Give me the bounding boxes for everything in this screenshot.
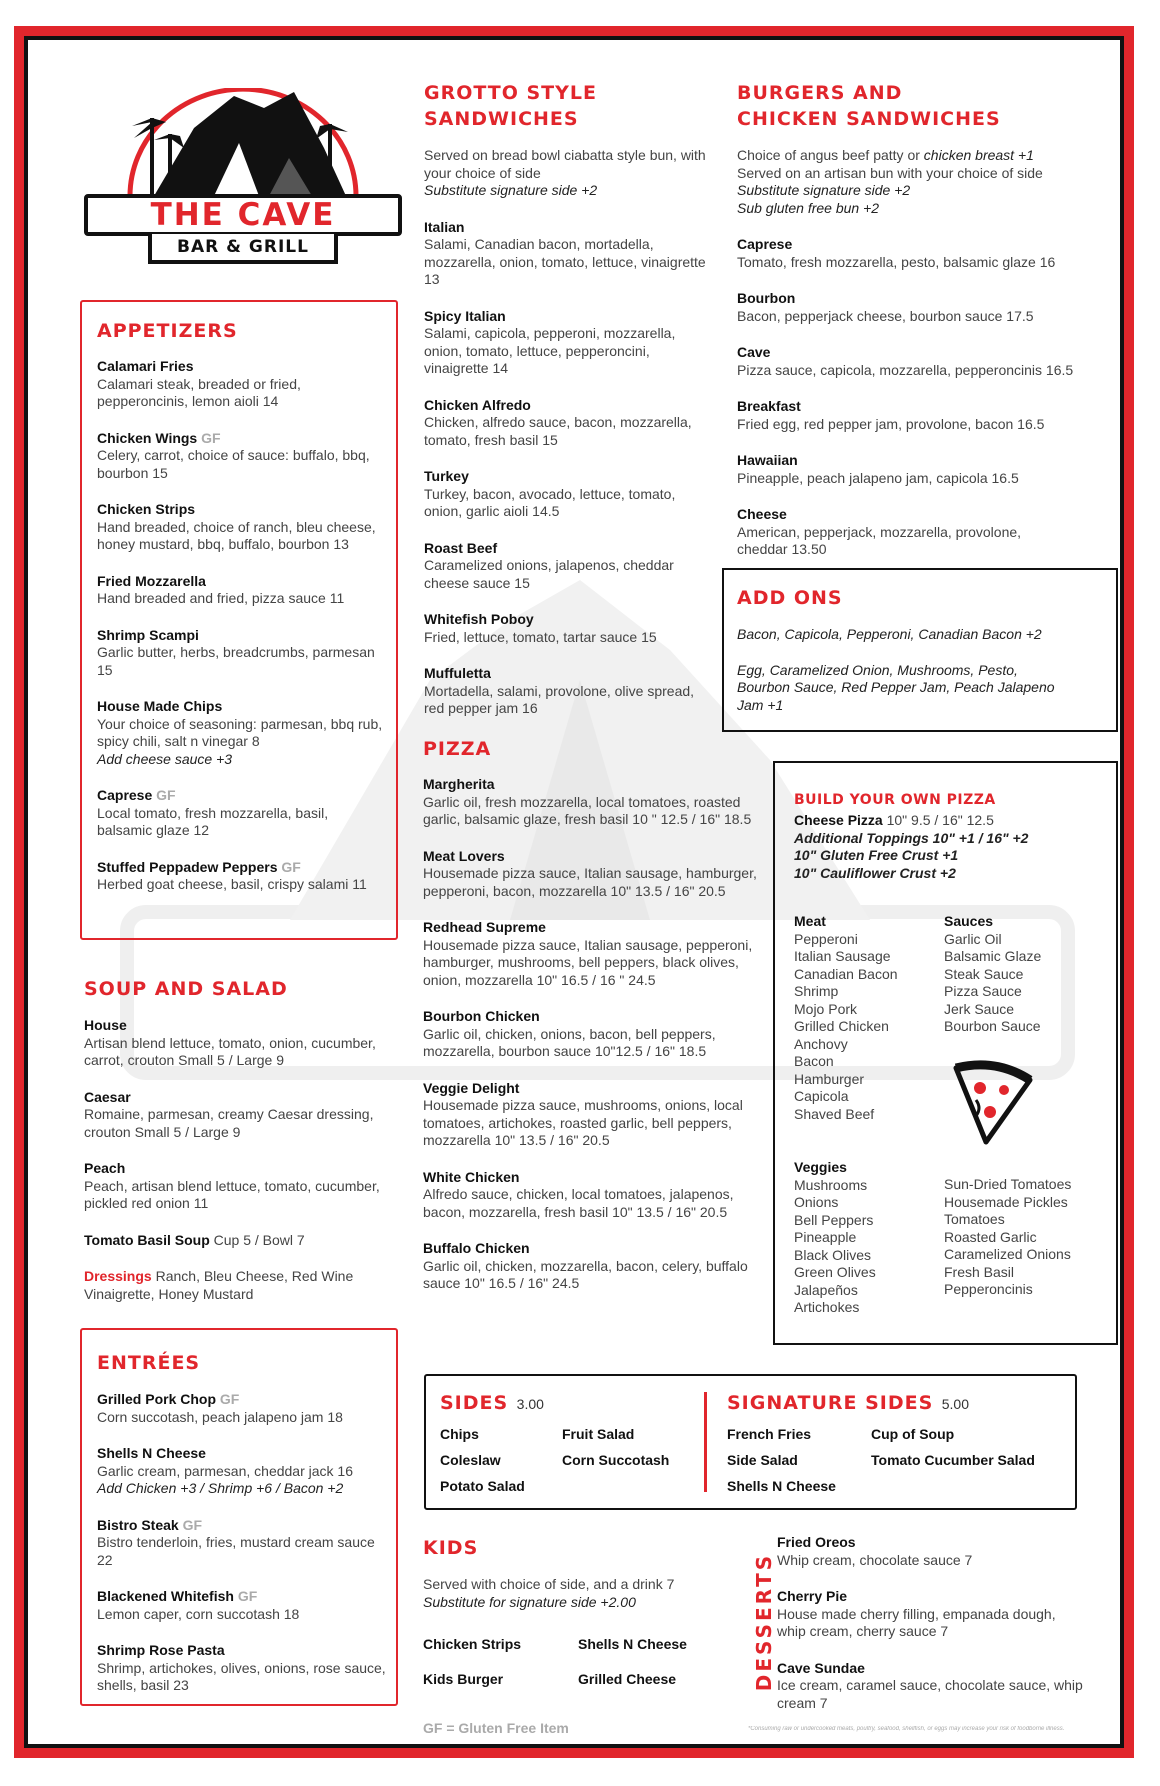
topping: Mojo Pork xyxy=(794,1000,858,1017)
sides-header xyxy=(440,1390,544,1416)
item-name: Grilled Pork Chop xyxy=(97,1391,217,1407)
veggie: Bell Peppers xyxy=(794,1211,874,1228)
item-desc: Whip cream, chocolate sauce 7 xyxy=(777,1551,973,1568)
item-desc: Herbed goat cheese, basil, crispy salami 11 xyxy=(97,876,367,892)
item-name: Fried Oreos xyxy=(777,1534,856,1550)
dressings-label: Dressings xyxy=(84,1268,152,1284)
item-desc: Garlic oil, chicken, mozzarella, bacon, celery, buffalo sauce 10" 16.5 / 16" 24.5 xyxy=(423,1257,748,1291)
item-name: Caprese xyxy=(737,236,793,252)
menu-item xyxy=(97,430,387,483)
item-desc: Shrimp, artichokes, olives, onions, rose sauce, shells, basil 23 xyxy=(97,1659,386,1693)
pizza-heading: PIZZA xyxy=(423,738,492,760)
desserts-heading: DESSERTS xyxy=(752,1552,776,1692)
logo-title: THE CAVE xyxy=(150,197,336,233)
item-name: Buffalo Chicken xyxy=(423,1240,530,1256)
item-desc: Chicken, alfredo sauce, bacon, mozzarella, tomato, fresh basil 15 xyxy=(424,414,692,448)
topping: Capicola xyxy=(794,1088,849,1104)
entrees-heading: ENTRÉES xyxy=(97,1352,201,1374)
item-desc: Local tomato, fresh mozzarella, basil, balsamic glaze 12 xyxy=(97,804,329,838)
veggie: Fresh Basil xyxy=(944,1263,1015,1280)
dressings xyxy=(84,1268,394,1303)
item-name: Meat Lovers xyxy=(423,847,505,864)
desserts-list xyxy=(777,1534,1087,1731)
item-desc: American, pepperjack, mozzarella, provolone, cheddar 13.50 xyxy=(737,523,1022,557)
menu-item xyxy=(424,219,714,289)
item-desc: Your choice of seasoning: parmesan, bbq rub, spicy chili, salt n vinegar 8 xyxy=(97,715,383,749)
kids-col-2 xyxy=(578,1627,728,1697)
menu-item xyxy=(423,1240,758,1293)
item-desc: Garlic oil, fresh mozzarella, local tomatoes, roasted garlic, balsamic glaze, fresh basil 10 " 12.5 / 16" 18.5 xyxy=(423,793,752,827)
veggie: Caramelized Onions xyxy=(944,1246,1071,1262)
menu-item xyxy=(424,308,714,378)
item-desc: Peach, artisan blend lettuce, tomato, cucumber, pickled red onion 11 xyxy=(84,1177,380,1211)
item-name: Cave Sundae xyxy=(777,1659,865,1676)
addons-heading: ADD ONS xyxy=(737,587,843,609)
sides-col-2 xyxy=(562,1421,702,1473)
item-name: Roast Beef xyxy=(424,539,498,556)
topping: Shaved Beef xyxy=(794,1105,875,1122)
menu-item xyxy=(97,358,387,411)
item-desc: Calamari steak, breaded or fried, pepperoncinis, lemon aioli 14 xyxy=(97,375,301,409)
veggie: Roasted Garlic xyxy=(944,1228,1037,1245)
item-desc: Artisan blend lettuce, tomato, onion, cucumber, carrot, crouton Small 5 / Large 9 xyxy=(84,1034,376,1068)
intro-text: Choice of angus beef patty or xyxy=(737,147,924,163)
topping: Anchovy xyxy=(794,1035,848,1052)
item-desc: Mortadella, salami, provolone, olive spread, red pepper jam 16 xyxy=(424,682,695,716)
item-desc: Bistro tenderloin, fries, mustard cream sauce 22 xyxy=(97,1534,375,1568)
pizza-list xyxy=(423,776,758,1312)
addons-line-1: Bacon, Capicola, Pepperoni, Canadian Bacon +2 xyxy=(737,626,1042,642)
grotto-list xyxy=(424,147,714,737)
gf-badge: GF xyxy=(219,1391,240,1407)
item-name: Calamari Fries xyxy=(97,358,194,374)
item-name: Turkey xyxy=(424,468,469,484)
item-name: Bistro Steak xyxy=(97,1516,179,1533)
burgers-heading-line1: BURGERS AND xyxy=(737,82,903,104)
menu-item xyxy=(737,290,1097,325)
side-item: Fruit Salad xyxy=(562,1426,635,1442)
cheese-pizza-name: Cheese Pizza xyxy=(794,812,883,828)
item-desc: House made cherry filling, empanada dough, whip cream, cherry sauce 7 xyxy=(777,1605,1056,1639)
veggie: Mushrooms xyxy=(794,1176,868,1193)
side-item: Chips xyxy=(440,1426,479,1442)
topping: Hamburger xyxy=(794,1070,865,1087)
soup-heading: SOUP AND SALAD xyxy=(84,978,288,1000)
side-item: Coleslaw xyxy=(440,1452,501,1468)
menu-item xyxy=(97,1445,389,1498)
sides-price: 3.00 xyxy=(516,1396,544,1412)
veggies-list-b xyxy=(944,1176,1109,1299)
meat-label: Meat xyxy=(794,913,826,929)
item-name: White Chicken xyxy=(423,1168,520,1185)
item-name: Shells N Cheese xyxy=(97,1445,206,1461)
item-name: Cave xyxy=(737,344,771,360)
dressings-desc: Ranch, Bleu Cheese, Red Wine Vinaigrette, Honey Mustard xyxy=(84,1268,354,1302)
item-name: House Made Chips xyxy=(97,698,223,714)
item-name: Margherita xyxy=(423,776,495,792)
menu-item xyxy=(84,1160,394,1213)
sauce: Steak Sauce xyxy=(944,965,1024,982)
menu-item xyxy=(97,1588,389,1623)
item-name: Caprese xyxy=(97,787,153,803)
intro-text: Served on bread bowl ciabatta style bun, with your choice of side xyxy=(424,147,706,181)
menu-item xyxy=(424,397,714,450)
menu-item xyxy=(737,506,1097,559)
logo-subtitle-box xyxy=(148,234,338,264)
item-desc: Pizza sauce, capicola, mozzarella, pepperoncinis 16.5 xyxy=(737,361,1074,378)
meat-list xyxy=(794,913,944,1123)
veggie: Onions xyxy=(794,1194,839,1210)
item-name: Caesar xyxy=(84,1088,131,1105)
menu-item xyxy=(97,1517,389,1570)
menu-item xyxy=(97,787,387,840)
menu-item xyxy=(777,1588,1087,1641)
item-name: Chicken Wings xyxy=(97,429,198,446)
menu-item xyxy=(777,1660,1087,1713)
cheese-pizza-price: 10" 9.5 / 16" 12.5 xyxy=(882,812,994,828)
side-item: Cup of Soup xyxy=(871,1426,955,1442)
item-name: Muffuletta xyxy=(424,665,491,681)
side-item: Tomato Cucumber Salad xyxy=(871,1452,1035,1468)
burgers-list xyxy=(737,147,1097,578)
intro-note-2: Sub gluten free bun +2 xyxy=(737,199,880,216)
menu-item xyxy=(423,1169,758,1222)
topping: Pepperoni xyxy=(794,930,858,947)
veggies-label: Veggies xyxy=(794,1159,847,1175)
item-name: Blackened Whitefish xyxy=(97,1588,234,1604)
item-name: Stuffed Peppadew Peppers xyxy=(97,858,278,875)
burgers-heading xyxy=(737,80,1001,132)
signature-sides-col-2 xyxy=(871,1421,1071,1473)
kids-intro-note: Substitute for signature side +2.00 xyxy=(423,1593,636,1610)
item-desc: Hand breaded and fried, pizza sauce 11 xyxy=(97,590,345,606)
signature-sides-heading: SIGNATURE SIDES xyxy=(727,1392,934,1414)
veggie: Jalapeños xyxy=(794,1281,858,1298)
gf-footnote: GF = Gluten Free Item xyxy=(423,1720,569,1736)
gf-badge: GF xyxy=(182,1516,203,1533)
item-note: Add cheese sauce +3 xyxy=(97,750,233,767)
addons-line-2: Egg, Caramelized Onion, Mushrooms, Pesto, Bourbon Sauce, Red Pepper Jam, Peach Jalapeno Jam +1 xyxy=(737,661,1055,713)
side-item: Shells N Cheese xyxy=(727,1478,836,1494)
item-desc: Fried egg, red pepper jam, provolone, bacon 16.5 xyxy=(737,415,1045,432)
menu-item xyxy=(423,919,758,989)
item-desc: Alfredo sauce, chicken, local tomatoes, jalapenos, bacon, mozzarella, fresh basil 10" 13.5 / 16" 20.5 xyxy=(423,1186,734,1220)
veggie: Housemade Pickles xyxy=(944,1193,1068,1210)
topping: Bacon xyxy=(794,1053,834,1069)
cauliflower-crust: 10" Cauliflower Crust +2 xyxy=(794,864,956,881)
item-name: Italian xyxy=(424,218,465,235)
item-desc: Caramelized onions, jalapenos, cheddar cheese sauce 15 xyxy=(424,557,674,591)
logo-subtitle: BAR & GRILL xyxy=(177,237,309,257)
side-item: Corn Succotash xyxy=(562,1452,670,1468)
item-name: Chicken Strips xyxy=(97,501,196,517)
appetizers-list xyxy=(97,358,387,913)
item-name: Whitefish Poboy xyxy=(424,611,534,627)
item-name: Bourbon xyxy=(737,290,796,306)
item-desc: Corn succotash, peach jalapeno jam 18 xyxy=(97,1408,343,1425)
menu-item xyxy=(97,859,387,894)
addons-list xyxy=(737,626,1107,714)
menu-item xyxy=(97,573,387,608)
entrees-list xyxy=(97,1391,389,1714)
item-name: Tomato Basil Soup xyxy=(84,1231,210,1248)
menu-item xyxy=(423,776,758,829)
byo-details xyxy=(794,812,1104,882)
item-desc: Salami, capicola, pepperoni, mozzarella, onion, tomato, lettuce, pepperoncini, vinaigrette 14 xyxy=(424,325,676,376)
logo-banner xyxy=(84,194,402,236)
item-desc: Fried, lettuce, tomato, tartar sauce 15 xyxy=(424,628,657,645)
item-note: Add Chicken +3 / Shrimp +6 / Bacon +2 xyxy=(97,1480,344,1496)
intro-chicken: chicken breast +1 xyxy=(923,147,1034,163)
disclaimer: *Consuming raw or undercooked meats, poultry, seafood, shellfish, or eggs may increase your risk of foodborne illness. xyxy=(748,1726,1065,1732)
menu-item xyxy=(84,1017,394,1070)
burgers-intro xyxy=(737,147,1097,217)
signature-sides-price: 5.00 xyxy=(941,1396,969,1412)
veggie: Black Olives xyxy=(794,1246,872,1263)
logo xyxy=(84,88,402,270)
item-desc: Housemade pizza sauce, Italian sausage, hamburger, pepperoni, bacon, mozzarella 10" 13.5 / 16" 20.5 xyxy=(423,865,757,899)
sides-col-1 xyxy=(440,1421,560,1499)
kids-item: Grilled Cheese xyxy=(578,1671,677,1687)
menu-item xyxy=(424,540,714,593)
item-name: Cheese xyxy=(737,506,787,522)
menu-item xyxy=(737,236,1097,271)
item-desc: Garlic butter, herbs, breadcrumbs, parmesan 15 xyxy=(97,644,375,678)
menu-item xyxy=(737,344,1097,379)
side-item: Potato Salad xyxy=(440,1478,525,1494)
menu-item xyxy=(423,848,758,901)
item-desc: Garlic cream, parmesan, cheddar jack 16 xyxy=(97,1462,353,1479)
grotto-heading xyxy=(424,80,597,132)
item-desc: Housemade pizza sauce, Italian sausage, pepperoni, hamburger, mushrooms, bell peppers, black olives, onion, mozzarella 10" 16.5 / 16 " 24.5 xyxy=(423,936,753,988)
item-name: Breakfast xyxy=(737,398,801,414)
menu-item xyxy=(84,1089,394,1142)
item-name: Spicy Italian xyxy=(424,307,506,324)
item-name: Chicken Alfredo xyxy=(424,396,531,413)
gf-badge: GF xyxy=(156,787,176,803)
item-desc: Housemade pizza sauce, mushrooms, onions, local tomatoes, artichokes, roasted garlic, bell peppers, mozzarella 10" 13.5 / 16" 20.5 xyxy=(423,1097,743,1148)
intro-text-2: Served on an artisan bun with your choice of side xyxy=(737,164,1043,181)
item-desc: Bacon, pepperjack cheese, bourbon sauce 17.5 xyxy=(737,307,1034,324)
item-name: Cherry Pie xyxy=(777,1588,848,1604)
kids-intro-text: Served with choice of side, and a drink 7 xyxy=(423,1576,675,1592)
veggie: Tomatoes xyxy=(944,1211,1005,1227)
menu-item xyxy=(423,1008,758,1061)
veggie: Pepperoncinis xyxy=(944,1281,1033,1297)
item-name: Fried Mozzarella xyxy=(97,572,206,589)
item-desc: Pineapple, peach jalapeno jam, capicola 16.5 xyxy=(737,469,1019,486)
topping: Canadian Bacon xyxy=(794,965,898,982)
side-item: Side Salad xyxy=(727,1452,798,1468)
item-desc: Garlic oil, chicken, onions, bacon, bell peppers, mozzarella, bourbon sauce 10"12.5 / 16" 18.5 xyxy=(423,1025,716,1059)
menu-item xyxy=(424,611,714,646)
sauce: Balsamic Glaze xyxy=(944,948,1042,964)
item-desc: Hand breaded, choice of ranch, bleu cheese, honey mustard, bbq, buffalo, bourbon 13 xyxy=(97,518,376,552)
menu-item xyxy=(424,665,714,718)
sides-divider xyxy=(704,1392,707,1492)
grotto-heading-line2: SANDWICHES xyxy=(424,108,579,130)
menu-item xyxy=(424,468,714,521)
item-name: House xyxy=(84,1017,127,1033)
veggie: Green Olives xyxy=(794,1264,876,1280)
item-desc: Celery, carrot, choice of sauce: buffalo, bbq, bourbon 15 xyxy=(97,447,370,481)
item-name: Bourbon Chicken xyxy=(423,1008,540,1024)
item-desc: Lemon caper, corn succotash 18 xyxy=(97,1605,300,1622)
gf-badge: GF xyxy=(281,858,301,875)
veggie: Artichokes xyxy=(794,1299,860,1315)
sides-heading: SIDES xyxy=(440,1392,509,1414)
gf-badge: GF xyxy=(201,429,221,446)
veggie: Pineapple xyxy=(794,1229,857,1245)
gf-badge: GF xyxy=(237,1588,258,1604)
intro-note-1: Substitute signature side +2 xyxy=(737,182,911,198)
menu-item xyxy=(97,501,387,554)
menu-item xyxy=(737,452,1097,487)
soup-list xyxy=(84,1017,394,1322)
item-name: Peach xyxy=(84,1160,126,1176)
menu-item xyxy=(423,1080,758,1150)
kids-item: Kids Burger xyxy=(423,1671,504,1687)
sauces-list xyxy=(944,913,1104,1036)
menu-item xyxy=(777,1534,1087,1569)
topping: Shrimp xyxy=(794,983,839,999)
toppings-price: Additional Toppings 10" +1 / 16" +2 xyxy=(794,829,1029,846)
menu-item xyxy=(97,1391,389,1426)
kids-item: Shells N Cheese xyxy=(578,1636,687,1652)
appetizers-heading: APPETIZERS xyxy=(97,320,238,342)
item-desc: Cup 5 / Bowl 7 xyxy=(213,1231,305,1248)
veggie: Sun-Dried Tomatoes xyxy=(944,1176,1072,1192)
sauces-label: Sauces xyxy=(944,913,994,929)
item-desc: Tomato, fresh mozzarella, pesto, balsamic glaze 16 xyxy=(737,253,1056,270)
menu-item xyxy=(97,627,387,680)
kids-intro xyxy=(423,1576,723,1611)
sauce: Pizza Sauce xyxy=(944,983,1022,999)
kids-heading: KIDS xyxy=(423,1537,479,1559)
menu-item xyxy=(97,698,387,768)
byo-heading: BUILD YOUR OWN PIZZA xyxy=(794,792,996,808)
item-name: Shrimp Rose Pasta xyxy=(97,1642,225,1658)
item-name: Redhead Supreme xyxy=(423,919,546,935)
grotto-intro xyxy=(424,147,714,200)
side-item: French Fries xyxy=(727,1426,812,1442)
grotto-heading-line1: GROTTO STYLE xyxy=(424,82,597,104)
item-desc: Turkey, bacon, avocado, lettuce, tomato, onion, garlic aioli 14.5 xyxy=(424,485,676,519)
menu-item xyxy=(84,1232,394,1250)
pizza-slice-icon xyxy=(946,1054,1042,1150)
menu-item xyxy=(737,398,1097,433)
intro-note: Substitute signature side +2 xyxy=(424,182,598,198)
kids-item: Chicken Strips xyxy=(423,1636,522,1652)
veggies-list-a xyxy=(794,1159,944,1317)
item-name: Hawaiian xyxy=(737,452,798,468)
item-desc: Ice cream, caramel sauce, chocolate sauce, whip cream 7 xyxy=(777,1677,1083,1711)
sauce: Jerk Sauce xyxy=(944,1000,1015,1017)
sauce: Garlic Oil xyxy=(944,930,1002,947)
item-desc: Romaine, parmesan, creamy Caesar dressing, crouton Small 5 / Large 9 xyxy=(84,1106,374,1140)
item-name: Shrimp Scampi xyxy=(97,626,199,643)
topping: Italian Sausage xyxy=(794,948,891,964)
topping: Grilled Chicken xyxy=(794,1018,889,1034)
item-name: Veggie Delight xyxy=(423,1079,520,1096)
kids-col-1 xyxy=(423,1627,573,1697)
burgers-heading-line2: CHICKEN SANDWICHES xyxy=(737,108,1001,130)
signature-sides-header xyxy=(727,1390,969,1416)
signature-sides-col-1 xyxy=(727,1421,867,1499)
item-desc: Salami, Canadian bacon, mortadella, mozzarella, onion, tomato, lettuce, vinaigrette 13 xyxy=(424,236,706,287)
sauce: Bourbon Sauce xyxy=(944,1018,1041,1034)
gluten-free-crust: 10" Gluten Free Crust +1 xyxy=(794,847,959,863)
menu-item xyxy=(97,1642,389,1695)
